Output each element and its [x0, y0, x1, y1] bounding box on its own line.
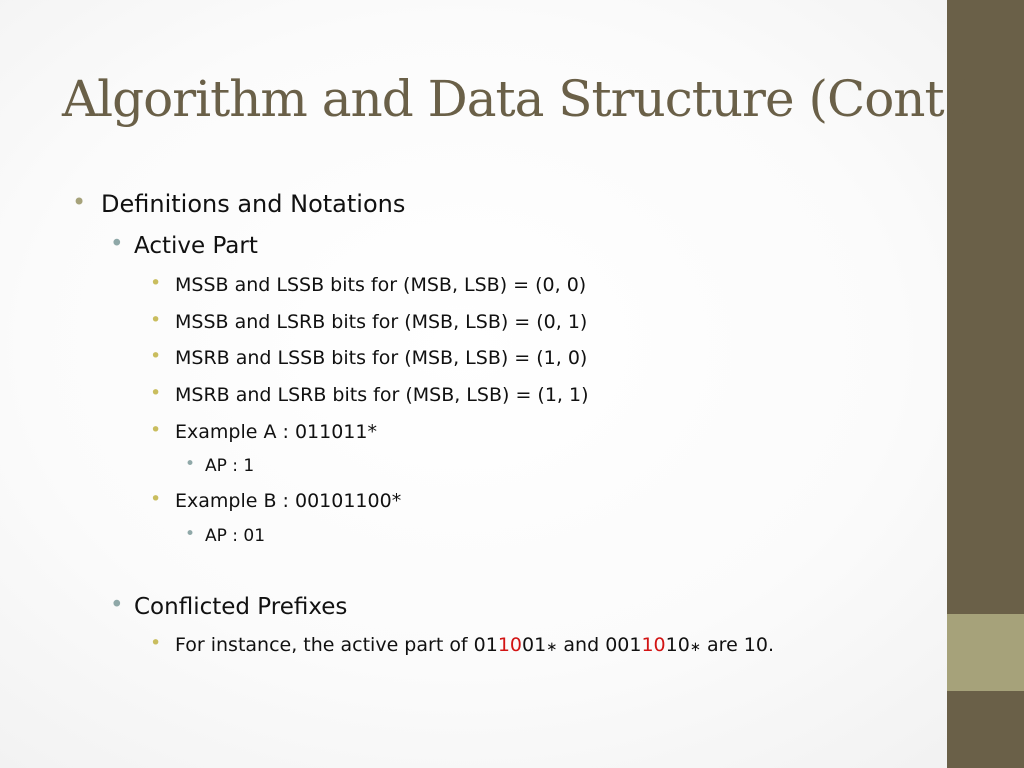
bullet-instance: For instance, the active part of 011001∗ and 0011010∗ are 10.: [175, 634, 775, 656]
bullet-icon: •: [72, 188, 87, 216]
bullet-conflicted-prefixes: Conflicted Prefixes: [134, 594, 348, 620]
bullet-ap-b: AP : 01: [205, 526, 266, 546]
slide-title: Algorithm and Data Structure (Cont.): [62, 70, 978, 128]
bullet-example-a: Example A : 011011*: [175, 421, 377, 443]
bullet-active-part: Active Part: [134, 233, 258, 259]
bullet-example-b: Example B : 00101100*: [175, 490, 402, 512]
sidebar-accent-block: [947, 614, 1024, 691]
bullet-icon: •: [110, 231, 124, 257]
bullet-definitions: Definitions and Notations: [101, 190, 406, 218]
wildcard-symbol: ∗: [689, 640, 701, 655]
bullet-mssb-lssb: MSSB and LSSB bits for (MSB, LSB) = (0, 0): [175, 274, 587, 296]
highlight-bits: 10: [641, 634, 666, 656]
bullet-mssb-lsrb: MSSB and LSRB bits for (MSB, LSB) = (0, 1): [175, 311, 588, 333]
bullet-icon: •: [150, 309, 162, 331]
bullet-icon: •: [150, 345, 162, 367]
bullet-msrb-lsrb: MSRB and LSRB bits for (MSB, LSB) = (1, 1): [175, 384, 589, 406]
bullet-icon: •: [110, 592, 124, 618]
bullet-ap-a: AP : 1: [205, 456, 255, 476]
bullet-icon: •: [150, 419, 162, 441]
wildcard-symbol: ∗: [546, 640, 558, 655]
bullet-icon: •: [150, 488, 162, 510]
bullet-icon: •: [185, 454, 196, 474]
bullet-icon: •: [150, 382, 162, 404]
bullet-msrb-lssb: MSRB and LSSB bits for (MSB, LSB) = (1, 0): [175, 347, 588, 369]
highlight-bits: 10: [497, 634, 523, 656]
bullet-icon: •: [185, 524, 196, 544]
bullet-icon: •: [150, 632, 162, 654]
bullet-icon: •: [150, 272, 162, 294]
